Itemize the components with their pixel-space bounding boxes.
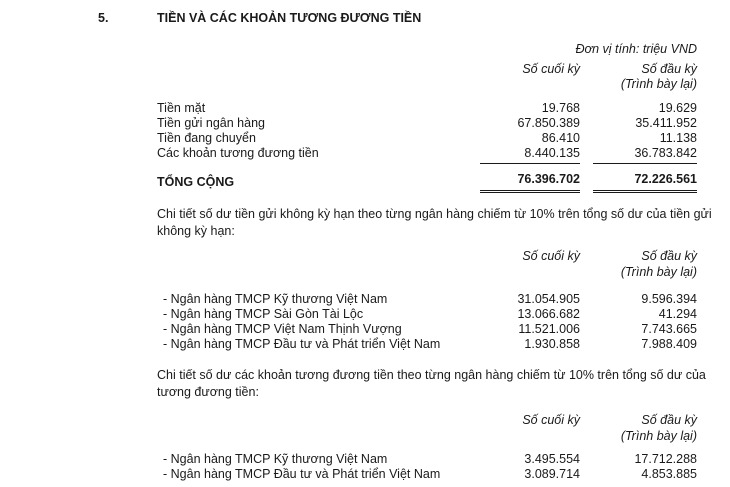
bank-row-end: 13.066.682 — [517, 307, 580, 321]
col-header-begin: Số đầu kỳ — [641, 62, 697, 76]
bank-row-begin: 17.712.288 — [634, 452, 697, 466]
total-value-begin: 72.226.561 — [634, 172, 697, 186]
bank-row-begin: 41.294 — [658, 307, 697, 321]
total-rule-begin-1 — [593, 190, 697, 191]
deposits-intro: Chi tiết số dư tiền gửi không kỳ hạn theo từng ngân hàng chiếm từ 10% trên tổng số dư của tiền gửi không kỳ hạn: — [157, 207, 712, 238]
row-value-begin: 11.138 — [659, 131, 697, 145]
bank-row-end: 3.495.554 — [524, 452, 580, 466]
section-number: 5. — [98, 11, 109, 25]
total-rule-end-1 — [480, 190, 580, 191]
col-header-end: Số cuối kỳ — [522, 62, 580, 76]
bank-row-begin: 7.743.665 — [641, 322, 697, 336]
bank-row-label: - Ngân hàng TMCP Kỹ thương Việt Nam — [163, 452, 388, 466]
row-value-end: 19.768 — [541, 101, 580, 115]
bank-row-label: - Ngân hàng TMCP Việt Nam Thịnh Vượng — [163, 322, 402, 336]
bank-row-end: 3.089.714 — [524, 467, 580, 481]
row-value-begin: 19.629 — [658, 101, 697, 115]
row-label: Tiền mặt — [157, 101, 206, 115]
total-rule-begin-2 — [593, 192, 697, 193]
total-label: TỔNG CỘNG — [157, 175, 235, 189]
equivalents-intro: Chi tiết số dư các khoản tương đương tiền theo từng ngân hàng chiếm từ 10% trên tổng số dư của tương đương tiền: — [157, 368, 706, 399]
unit-label: Đơn vị tính: triệu VND — [575, 42, 697, 56]
bank-row-begin: 4.853.885 — [641, 467, 697, 481]
row-value-end: 86.410 — [541, 131, 580, 145]
bank-row-begin: 7.988.409 — [641, 337, 697, 351]
col-header-restated: (Trình bày lại) — [620, 265, 697, 279]
subtotal-rule-begin — [593, 163, 697, 164]
col-header-restated: (Trình bày lại) — [620, 429, 697, 443]
col-header-begin: Số đầu kỳ — [641, 249, 697, 263]
row-value-begin: 35.411.952 — [635, 116, 697, 130]
bank-row-end: 31.054.905 — [517, 292, 580, 306]
total-rule-end-2 — [480, 192, 580, 193]
bank-row-end: 1.930.858 — [524, 337, 580, 351]
bank-row-label: - Ngân hàng TMCP Đầu tư và Phát triển Việt Nam — [163, 337, 441, 351]
col-header-begin: Số đầu kỳ — [641, 413, 697, 427]
row-label: Các khoản tương đương tiền — [157, 146, 319, 160]
subtotal-rule-end — [480, 163, 580, 164]
col-header-end: Số cuối kỳ — [522, 249, 580, 263]
bank-row-label: - Ngân hàng TMCP Kỹ thương Việt Nam — [163, 292, 388, 306]
bank-row-label: - Ngân hàng TMCP Đầu tư và Phát triển Việt Nam — [163, 467, 441, 481]
col-header-end: Số cuối kỳ — [522, 413, 580, 427]
section-title: TIỀN VÀ CÁC KHOẢN TƯƠNG ĐƯƠNG TIỀN — [157, 11, 422, 25]
col-header-restated: (Trình bày lại) — [620, 77, 697, 91]
row-value-end: 8.440.135 — [524, 146, 580, 160]
bank-row-label: - Ngân hàng TMCP Sài Gòn Tài Lộc — [163, 307, 364, 321]
total-value-end: 76.396.702 — [517, 172, 580, 186]
row-value-end: 67.850.389 — [517, 116, 580, 130]
bank-row-begin: 9.596.394 — [641, 292, 697, 306]
bank-row-end: 11.521.006 — [518, 322, 580, 336]
row-label: Tiền gửi ngân hàng — [157, 116, 265, 130]
row-label: Tiền đang chuyển — [157, 131, 256, 145]
row-value-begin: 36.783.842 — [634, 146, 697, 160]
